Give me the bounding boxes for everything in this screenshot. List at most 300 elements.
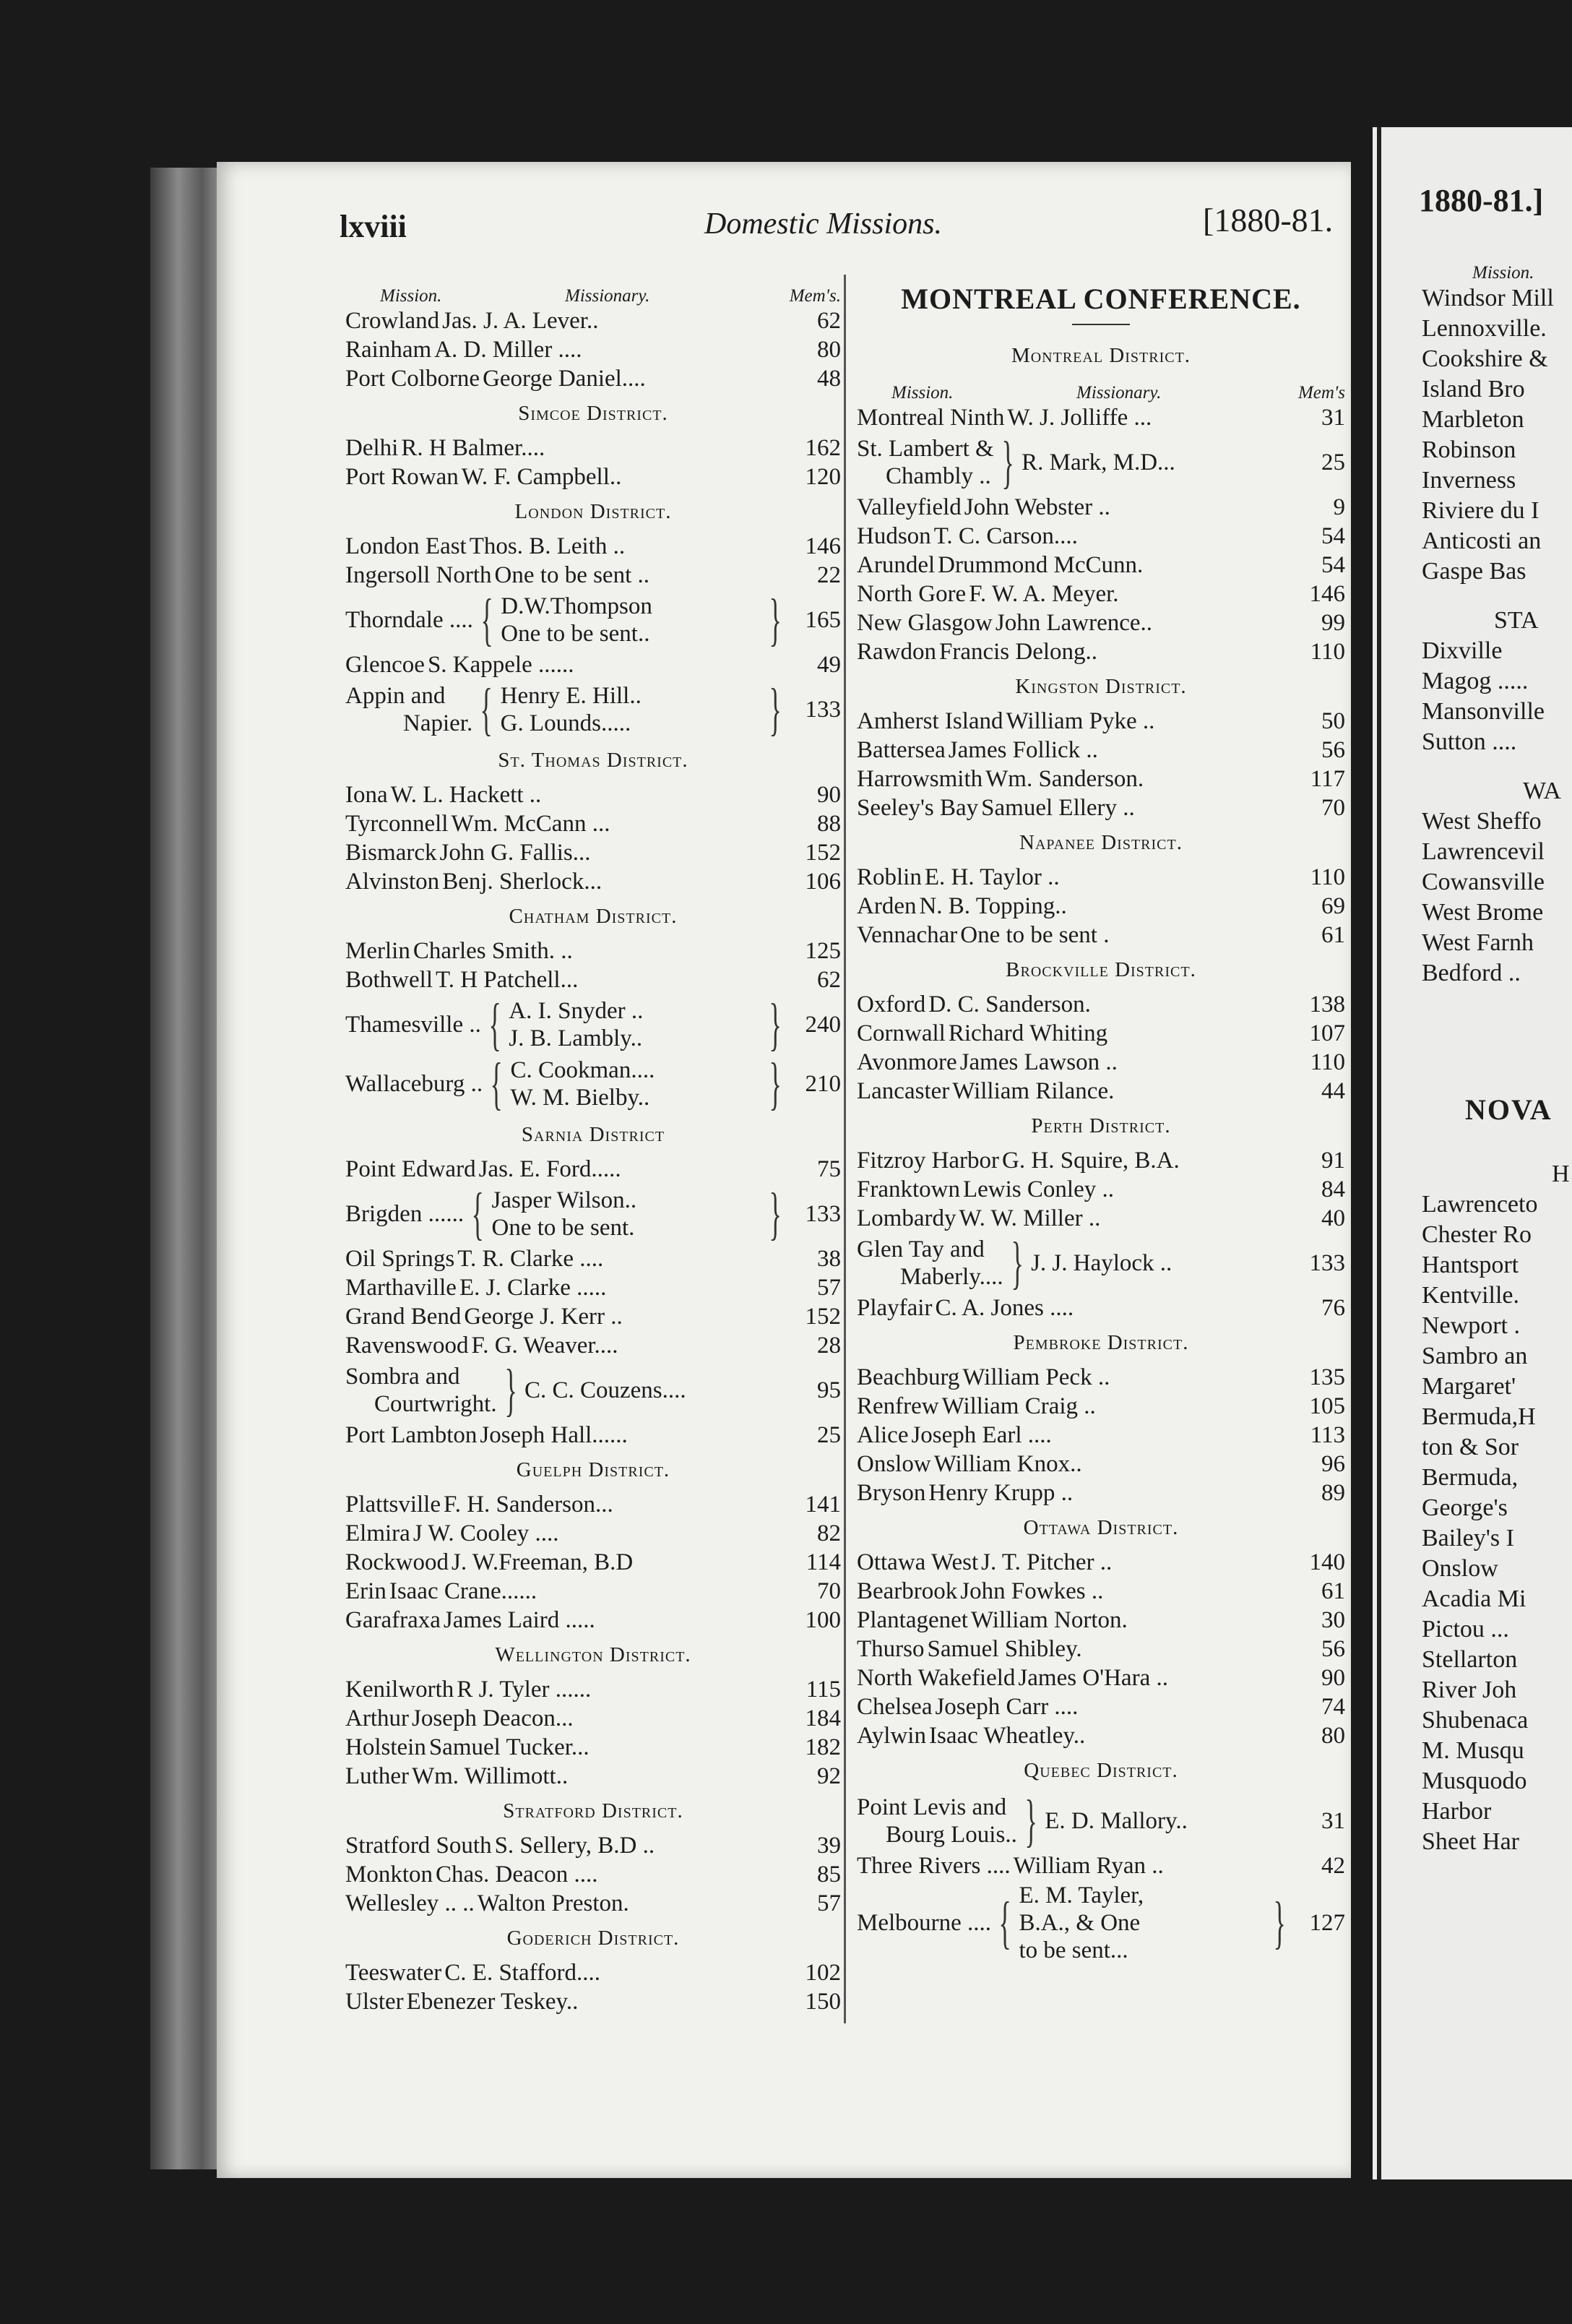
- mission-name: Port Lambton: [345, 1422, 478, 1448]
- missionary-name: William Craig ..: [941, 1393, 1096, 1419]
- mission-row: [345, 1704, 841, 1733]
- list: [857, 707, 1345, 822]
- missionary-name: S. Kappele ......: [427, 652, 574, 678]
- member-count: 140: [1309, 1549, 1345, 1575]
- member-count: 80: [1321, 1723, 1345, 1749]
- missionary-name: Wm. Willimott..: [411, 1763, 569, 1789]
- member-count: 120: [805, 464, 841, 490]
- missionary-name: W. J. Jolliffe ...: [1007, 405, 1152, 431]
- mission-name: Ottawa West: [857, 1549, 979, 1575]
- member-count: 115: [806, 1677, 841, 1703]
- brace: }: [769, 678, 782, 741]
- mission-row: [857, 1851, 1345, 1880]
- column-headings: [345, 279, 841, 306]
- mission-row: [857, 1204, 1345, 1233]
- missionary-name: Benj. Sherlock...: [442, 869, 603, 895]
- mission-name: Delhi: [345, 435, 399, 461]
- missionary-name: William Pyke ..: [1006, 708, 1155, 734]
- member-count: 165: [805, 607, 841, 633]
- mission-name: [345, 682, 472, 737]
- text-list: [1422, 636, 1572, 757]
- mission-row: [345, 1244, 841, 1273]
- mission-row: [345, 1733, 841, 1762]
- member-count: 133: [1309, 1250, 1345, 1276]
- mission-line: Chester Ro: [1422, 1221, 1532, 1248]
- mission-row: [345, 1958, 841, 1987]
- grouped-entry: [857, 1882, 1345, 1964]
- district-heading: Perth District.: [1031, 1114, 1171, 1137]
- mission-name: Marthaville: [345, 1275, 457, 1301]
- mission-line: Napier.: [403, 710, 473, 736]
- mission-heading: Mission.: [1472, 263, 1534, 283]
- mission-row: [345, 1762, 841, 1791]
- mission-name: Wallaceburg ..: [345, 1071, 483, 1097]
- missionary-name: Thos. B. Leith ..: [469, 533, 626, 559]
- mission-line: West Sheffo: [1422, 808, 1542, 835]
- missionary-names: [1019, 1882, 1265, 1964]
- mission-line: Appin and: [345, 683, 446, 709]
- mission-name: [857, 1236, 1003, 1291]
- brace: {: [490, 1052, 503, 1116]
- mission-name: Glencoe: [345, 652, 425, 678]
- missionary-line: E. M. Tayler,: [1019, 1882, 1144, 1908]
- missionary-name: James Follick ..: [948, 737, 1098, 763]
- member-count: 48: [817, 366, 841, 392]
- member-count: 152: [805, 840, 841, 866]
- mission-line: West Farnh: [1422, 929, 1534, 956]
- mission-heading: Mission.: [891, 383, 954, 403]
- list: [345, 532, 841, 590]
- mission-line: Marbleton: [1422, 406, 1524, 433]
- missionary-name: J. J. Haylock ..: [1031, 1250, 1172, 1276]
- district-heading: Stratford District.: [503, 1799, 683, 1822]
- mission-row: [345, 1155, 841, 1184]
- mission-row: [857, 765, 1345, 793]
- mission-line: George's: [1422, 1494, 1508, 1521]
- member-count: 31: [1321, 405, 1345, 431]
- member-count: 31: [1321, 1808, 1345, 1834]
- conference-heading: MONTREAL CONFERENCE.: [901, 283, 1301, 315]
- list: [345, 780, 841, 896]
- missionary-name: R. Mark, M.D...: [1022, 449, 1175, 475]
- mission-row: [857, 1606, 1345, 1635]
- member-count: 40: [1321, 1205, 1345, 1231]
- missionary-name: John Lawrence..: [995, 610, 1153, 636]
- mission-name: Crowland: [345, 308, 440, 334]
- district-heading: Montreal District.: [1011, 344, 1191, 367]
- mission-line: Bermuda,H: [1422, 1403, 1536, 1430]
- member-count: 38: [817, 1246, 841, 1272]
- mission-row: [857, 1019, 1345, 1048]
- grouped-entry: [857, 1789, 1345, 1853]
- mission-line: Sambro an: [1422, 1343, 1528, 1369]
- member-count: 84: [1321, 1176, 1345, 1202]
- mission-name: Bothwell: [345, 967, 433, 993]
- members-heading: Mem's.: [789, 286, 841, 306]
- missionary-name: J W. Cooley ....: [413, 1520, 559, 1546]
- mission-row: [857, 863, 1345, 892]
- member-count: 110: [1310, 1049, 1345, 1075]
- mission-row: [857, 1146, 1345, 1175]
- column-divider: [844, 275, 846, 2023]
- member-count: 89: [1321, 1480, 1345, 1506]
- mission-line: Onslow: [1422, 1555, 1498, 1582]
- mission-name: Battersea: [857, 737, 946, 763]
- mission-name: Plantagenet: [857, 1607, 968, 1633]
- right-column: [857, 279, 1345, 1966]
- member-count: 74: [1321, 1694, 1345, 1720]
- member-count: 85: [817, 1862, 841, 1888]
- mission-row: [345, 434, 841, 462]
- mission-name: Lombardy: [857, 1205, 956, 1231]
- mission-name: Cornwall: [857, 1020, 946, 1046]
- mission-name: Rawdon: [857, 639, 936, 665]
- brace: {: [488, 993, 501, 1056]
- member-count: 92: [817, 1763, 841, 1789]
- mission-name: Holstein: [345, 1734, 426, 1760]
- mission-row: [857, 1692, 1345, 1721]
- mission-line: M. Musqu: [1422, 1737, 1524, 1764]
- missionary-names: [510, 1056, 761, 1111]
- missionary-name: Samuel Ellery ..: [981, 795, 1135, 821]
- brace: {: [998, 1891, 1011, 1955]
- member-count: 56: [1321, 737, 1345, 763]
- list: [345, 1155, 841, 1184]
- mission-line: Lawrencevil: [1422, 838, 1545, 865]
- mission-name: Oxford: [857, 991, 926, 1017]
- mission-line: Acadia Mi: [1422, 1585, 1526, 1612]
- mission-name: Alvinston: [345, 869, 440, 895]
- mission-row: [857, 403, 1345, 432]
- list: [345, 650, 841, 679]
- member-count: 100: [805, 1607, 841, 1633]
- missionary-name: R. H Balmer....: [401, 435, 545, 461]
- missionary-name: James Lawson ..: [959, 1049, 1118, 1075]
- gutter: [1377, 127, 1381, 2179]
- mission-name: Bryson: [857, 1480, 926, 1506]
- mission-name: Arthur: [345, 1705, 409, 1731]
- mission-line: Riviere du I: [1422, 497, 1539, 524]
- mission-heading: Mission.: [380, 286, 442, 306]
- mission-row: [857, 580, 1345, 608]
- member-count: 44: [1321, 1078, 1345, 1104]
- mission-name: Port Colborne: [345, 366, 480, 392]
- member-count: 152: [805, 1304, 841, 1330]
- missionary-name: Jas. J. A. Lever..: [442, 308, 599, 334]
- mission-row: [345, 1331, 841, 1360]
- brace: }: [504, 1359, 517, 1422]
- mission-row: [345, 1548, 841, 1577]
- mission-line: Sombra and: [345, 1364, 460, 1390]
- mission-row: [857, 1635, 1345, 1664]
- missionary-name: J. T. Pitcher ..: [981, 1549, 1113, 1575]
- district-heading: Wellington District.: [495, 1643, 691, 1666]
- brace: }: [1024, 1789, 1037, 1853]
- mission-row: [857, 1175, 1345, 1204]
- mission-name: [857, 435, 994, 490]
- member-count: 90: [1321, 1665, 1345, 1691]
- mission-row: [857, 1721, 1345, 1750]
- missionary-name: John G. Fallis...: [439, 840, 591, 866]
- missionary-name: George Daniel....: [483, 366, 646, 392]
- member-count: 141: [805, 1492, 841, 1518]
- mission-name: Stratford South: [345, 1833, 492, 1859]
- mission-name: Montreal Ninth: [857, 405, 1005, 431]
- missionary-name: Wm. Sanderson.: [985, 766, 1144, 792]
- mission-row: [857, 1077, 1345, 1106]
- member-count: 184: [805, 1705, 841, 1731]
- brace: }: [769, 588, 782, 652]
- list: [857, 990, 1345, 1106]
- missionary-name: F. W. A. Meyer.: [969, 581, 1119, 607]
- list: [857, 1851, 1345, 1880]
- mission-line: Inverness: [1422, 467, 1516, 494]
- list: [345, 434, 841, 491]
- mission-row: [345, 364, 841, 393]
- member-count: 107: [1309, 1020, 1345, 1046]
- member-count: 70: [1321, 795, 1345, 821]
- mission-row: [345, 335, 841, 364]
- list: [857, 403, 1345, 432]
- missionary-name: E. H. Taylor ..: [924, 864, 1060, 890]
- list: [857, 1548, 1345, 1750]
- district-heading: Ottawa District.: [1023, 1516, 1179, 1539]
- mission-line: Cowansville: [1422, 869, 1545, 895]
- mission-row: [345, 1519, 841, 1548]
- member-count: 146: [1309, 581, 1345, 607]
- member-count: 42: [1321, 1853, 1345, 1879]
- mission-row: [345, 1831, 841, 1860]
- district-heading: St. Thomas District.: [498, 749, 688, 772]
- mission-line: Lennoxville.: [1422, 315, 1547, 342]
- mission-name: Alice: [857, 1422, 909, 1448]
- member-count: 70: [817, 1578, 841, 1604]
- mission-row: [345, 809, 841, 838]
- member-count: 28: [817, 1333, 841, 1359]
- mission-name: Erin: [345, 1578, 386, 1604]
- mission-name: Aylwin: [857, 1723, 926, 1749]
- mission-line: Island Bro: [1422, 376, 1525, 403]
- district-heading: Goderich District.: [506, 1927, 680, 1950]
- mission-row: [345, 838, 841, 867]
- missionary-name: William Norton.: [970, 1607, 1128, 1633]
- missionary-name: Jas. E. Ford.....: [478, 1156, 621, 1182]
- district-heading: Simcoe District.: [518, 402, 668, 425]
- member-count: 117: [1310, 766, 1345, 792]
- mission-line: Margaret': [1422, 1373, 1516, 1400]
- mission-name: Iona: [345, 782, 388, 808]
- mission-name: Hudson: [857, 523, 931, 549]
- mission-row: [857, 493, 1345, 522]
- district-heading: Guelph District.: [516, 1458, 670, 1481]
- missionary-name: One to be sent ..: [494, 562, 649, 588]
- missionary-name: Henry Krupp ..: [928, 1480, 1074, 1506]
- member-count: 150: [805, 1989, 841, 2015]
- member-count: 61: [1321, 922, 1345, 948]
- missionary-name: Francis Delong..: [939, 639, 1098, 665]
- district-heading: Chatham District.: [509, 905, 678, 928]
- mission-name: Melbourne ....: [857, 1910, 992, 1936]
- member-count: 56: [1321, 1636, 1345, 1662]
- member-count: 54: [1321, 523, 1345, 549]
- mission-row: [345, 965, 841, 994]
- grouped-entry: [345, 588, 841, 652]
- member-count: 39: [817, 1833, 841, 1859]
- missionary-name: A. D. Miller ....: [434, 337, 582, 363]
- mission-name: New Glasgow: [857, 610, 993, 636]
- mission-row: [857, 990, 1345, 1019]
- missionary-line: G. Lounds.....: [500, 710, 631, 736]
- mission-line: Sutton ....: [1422, 728, 1517, 755]
- member-count: 54: [1321, 552, 1345, 578]
- mission-row: [345, 1421, 841, 1450]
- member-count: 105: [1309, 1393, 1345, 1419]
- mission-line: Pictou ...: [1422, 1616, 1509, 1643]
- missionary-name: G. H. Squire, B.A.: [1002, 1148, 1180, 1174]
- member-count: 114: [806, 1549, 841, 1575]
- missionary-line: B.A., & One: [1019, 1910, 1141, 1936]
- mission-name: Thurso: [857, 1636, 925, 1662]
- mission-row: [345, 867, 841, 896]
- mission-line: Maberly....: [900, 1264, 1003, 1290]
- mission-row: [857, 736, 1345, 765]
- list: [345, 1958, 841, 2016]
- mission-row: [345, 937, 841, 965]
- missionary-name: One to be sent .: [960, 922, 1110, 948]
- missionary-name: W. L. Hackett ..: [390, 782, 542, 808]
- mission-line: Newport .: [1422, 1312, 1520, 1339]
- mission-row: [345, 1302, 841, 1331]
- missionary-name: N. B. Topping..: [919, 893, 1067, 919]
- member-count: 49: [817, 652, 841, 678]
- member-count: 82: [817, 1520, 841, 1546]
- member-count: 133: [805, 1201, 841, 1227]
- conference-heading: NOVA: [1465, 1093, 1552, 1126]
- mission-name: [857, 1794, 1017, 1849]
- mission-name: Port Rowan: [345, 464, 459, 490]
- mission-row: [857, 1450, 1345, 1479]
- member-count: 133: [805, 697, 841, 723]
- missionary-name: William Knox..: [933, 1451, 1082, 1477]
- grouped-entry: [345, 1052, 841, 1116]
- missionary-name: C. E. Stafford....: [444, 1960, 600, 1986]
- missionary-name: Isaac Wheatley..: [928, 1723, 1086, 1749]
- mission-row: [345, 1273, 841, 1302]
- missionary-line: to be sent...: [1019, 1937, 1128, 1963]
- mission-name: Wellesley .. ..: [345, 1890, 475, 1916]
- mission-line: ton & Sor: [1422, 1434, 1519, 1460]
- mission-line: Anticosti an: [1422, 528, 1542, 554]
- mission-line: Lawrenceto: [1422, 1191, 1538, 1218]
- missionary-names: [501, 682, 761, 737]
- missionary-name: Chas. Deacon ....: [436, 1862, 598, 1888]
- brace: }: [769, 1052, 782, 1116]
- column-headings: [857, 376, 1345, 403]
- member-count: 127: [1309, 1910, 1345, 1936]
- missionary-name: Wm. McCann ...: [451, 811, 610, 837]
- missionary-name: W. W. Miller ..: [959, 1205, 1101, 1231]
- member-count: 25: [817, 1422, 841, 1448]
- member-count: 91: [1321, 1148, 1345, 1174]
- list: [345, 1675, 841, 1791]
- mission-row: [857, 1421, 1345, 1450]
- mission-name: Brigden ......: [345, 1201, 465, 1227]
- district-heading: Sarnia District: [521, 1123, 665, 1146]
- mission-name: Bearbrook: [857, 1578, 958, 1604]
- member-count: 240: [805, 1012, 841, 1038]
- list: [857, 493, 1345, 666]
- member-count: 57: [817, 1275, 841, 1301]
- missionary-names: [491, 1187, 761, 1241]
- mission-name: London East: [345, 533, 467, 559]
- page-title: Domestic Missions.: [704, 207, 942, 241]
- text-list: [1422, 806, 1572, 989]
- mission-name: Grand Bend: [345, 1304, 462, 1330]
- missionary-line: W. M. Bielby..: [510, 1085, 650, 1111]
- missionary-name: F. G. Weaver....: [471, 1333, 618, 1359]
- missionary-name: Joseph Carr ....: [935, 1694, 1079, 1720]
- missionary-name: William Peck ..: [962, 1364, 1110, 1390]
- members-heading: Mem's: [1297, 383, 1345, 403]
- heading-rule: [1072, 324, 1130, 325]
- member-count: 62: [817, 308, 841, 334]
- mission-name: Franktown: [857, 1176, 960, 1202]
- mission-row: [345, 1889, 841, 1918]
- mission-line: Mansonville: [1422, 698, 1545, 725]
- brace: }: [769, 993, 782, 1056]
- mission-name: Thamesville ..: [345, 1012, 481, 1038]
- mission-line: Hantsport: [1422, 1252, 1519, 1278]
- mission-name: Amherst Island: [857, 708, 1003, 734]
- missionary-name: F. H. Sanderson...: [444, 1492, 613, 1518]
- mission-row: [345, 780, 841, 809]
- next-page-year: 1880-81.]: [1419, 183, 1544, 218]
- missionary-name: George J. Kerr ..: [464, 1304, 623, 1330]
- member-count: 25: [1321, 449, 1345, 475]
- mission-name: Seeley's Bay: [857, 795, 979, 821]
- mission-line: Bedford ..: [1422, 960, 1521, 986]
- missionary-name: J. W.Freeman, B.D: [452, 1549, 634, 1575]
- mission-line: Stellarton: [1422, 1646, 1518, 1673]
- member-count: 125: [805, 938, 841, 964]
- member-count: 138: [1309, 991, 1345, 1017]
- mission-row: [345, 1860, 841, 1889]
- list: [345, 1831, 841, 1918]
- missionary-name: W. F. Campbell..: [461, 464, 622, 490]
- list: [857, 863, 1345, 950]
- missionary-name: Drummond McCunn.: [938, 552, 1144, 578]
- list: [345, 1244, 841, 1360]
- mission-name: North Wakefield: [857, 1665, 1016, 1691]
- member-count: 62: [817, 967, 841, 993]
- mission-name: Kenilworth: [345, 1677, 454, 1703]
- brace: {: [480, 588, 493, 652]
- missionary-name: Walton Preston.: [477, 1890, 629, 1916]
- member-count: 95: [817, 1377, 841, 1403]
- missionary-line: C. Cookman....: [510, 1057, 655, 1083]
- list: [857, 1146, 1345, 1233]
- district-heading: London District.: [514, 500, 672, 523]
- missionary-name: R J. Tyler ......: [457, 1677, 592, 1703]
- district-heading: Pembroke District.: [1013, 1331, 1189, 1354]
- mission-name: Point Edward: [345, 1156, 476, 1182]
- mission-name: Garafraxa: [345, 1607, 441, 1633]
- missionary-heading: Missionary.: [565, 286, 650, 306]
- mission-name: Oil Springs: [345, 1246, 455, 1272]
- mission-line: River Joh: [1422, 1677, 1517, 1703]
- member-count: 110: [1310, 639, 1345, 665]
- list: [857, 1363, 1345, 1507]
